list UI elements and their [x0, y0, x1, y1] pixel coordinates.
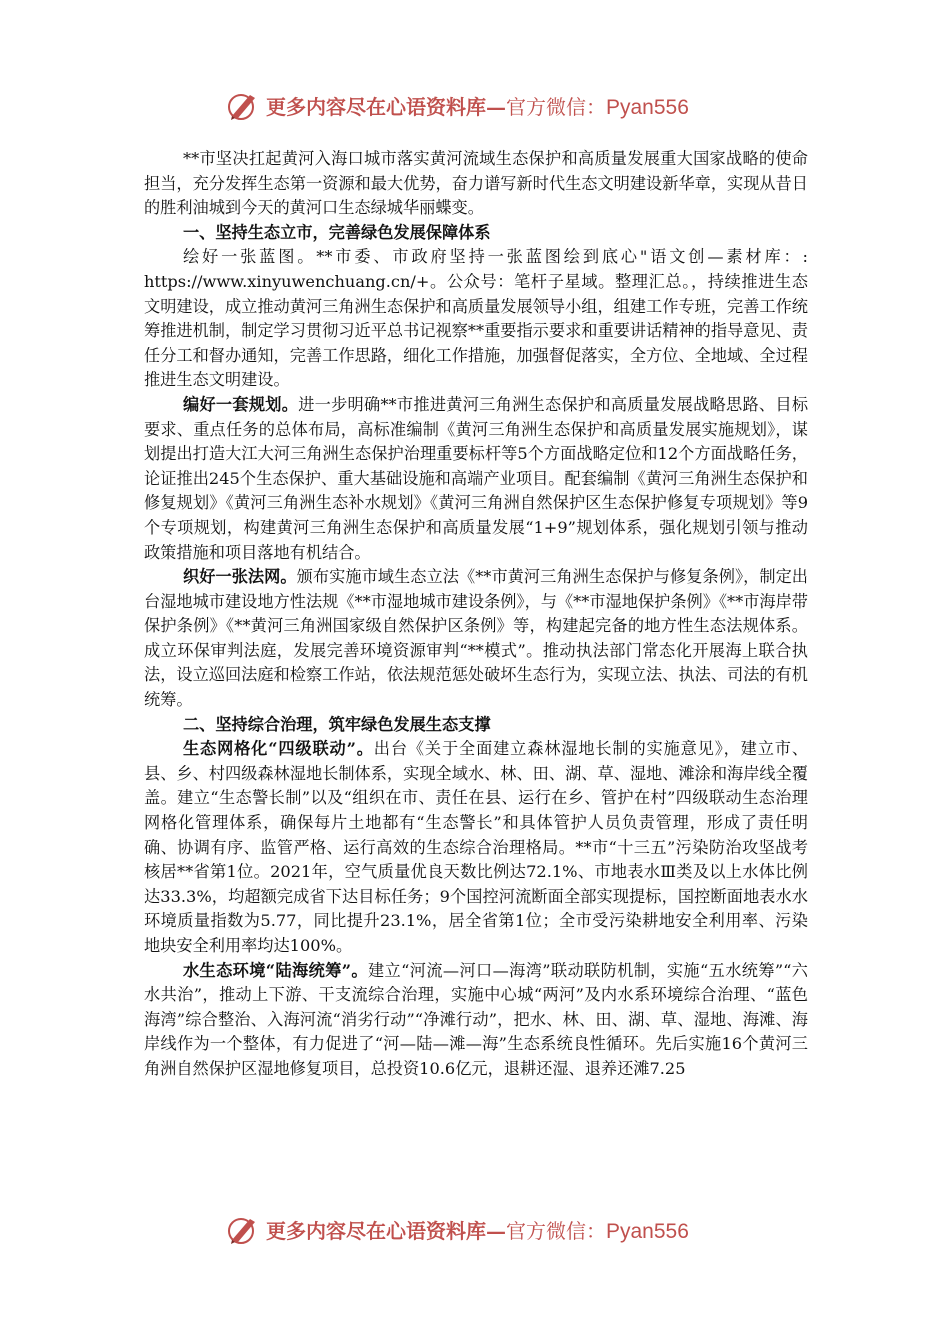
- watermark-text: [266, 1214, 689, 1248]
- intro-paragraph: **市坚决扛起黄河入海口城市落实黄河流域生态保护和高质量发展重大国家战略的使命担当，充分发挥生态第一资源和最大优势，奋力谱写新时代生态文明建设新华章，实现从昔日的胜利油城到今天的黄河口生态绿城华丽蝶变。: [144, 149, 808, 218]
- paragraph-legal-network: 织好一张法网。颁布实施市域生态立法《**市黄河三角洲生态保护与修复条例》，制定出台湿地城市建设地方性法规《**市湿地城市建设条例》，与《**市湿地保护条例》《**市海岸带保护条例》《**黄河三角洲国家级自然保护区条例》等，构建起完备的地方性生态法规体系。成立环保审判法庭，发展完善环境资源审判“**模式”。推动执法部门常态化开展海上联合执法，设立巡回法庭和检察工作站，依法规范惩处破坏生态行为，实现立法、执法、司法的有机统筹。: [144, 567, 808, 710]
- watermark-wechat-id: Pyan556: [606, 1220, 689, 1243]
- watermark-prefix: 更多内容尽在心语资料库—: [266, 95, 506, 119]
- paragraph-water-ecology: 水生态环境“陆海统筹”。建立“河流—河口—海湾”联动联防机制，实施“五水统筹”“六水共治”，推动上下游、干支流综合治理，实施中心城“两河”及内水系环境综合治理、“蓝色海湾”综合整治、入海河流“消劣行动”“净滩行动”，把水、林、田、湖、草、湿地、海滩、海岸线作为一个整体，有力促进了“河—陆—滩—海”生态系统良性循环。先后实施16个黄河三角洲自然保护区湿地修复项目，总投资10.6亿元，退耕还湿、退养还滩7.25: [144, 960, 808, 1078]
- watermark-text: [266, 90, 689, 124]
- watermark-middle: 官方微信：: [506, 95, 606, 119]
- header-watermark-banner: [0, 86, 950, 126]
- pen-logo-icon: [226, 89, 260, 123]
- watermark-wechat-id: Pyan556: [606, 96, 689, 119]
- pen-logo-icon: [226, 1213, 260, 1247]
- paragraph-grid-linkage: 生态网格化“四级联动”。出台《关于全面建立森林湿地长制的实施意见》，建立市、县、乡、村四级森林湿地长制体系，实现全域水、林、田、湖、草、湿地、滩涂和海岸线全覆盖。建立“生态警长制”以及“组织在市、责任在县、运行在乡、管护在村”四级联动生态治理网格化管理体系，确保每片土地都有“生态警长”和具体管护人员负责管理，形成了责任明确、协调有序、监管严格、运行高效的生态综合治理格局。**市“十三五”污染防治攻坚战考核居**省第1位。2021年，空气质量优良天数比例达72.1%、市地表水Ⅲ类及以上水体比例达33.3%，均超额完成省下达目标任务；9个国控河流断面全部实现提标，国控断面地表水水环境质量指数为5.77，同比提升23.1%，居全省第1位；全市受污染耕地安全利用率、污染地块安全利用率均达100%。: [144, 739, 809, 955]
- paragraph-blueprint: 绘好一张蓝图。**市委、市政府坚持一张蓝图绘到底心"语文创—素材库：: https://www.xinyuwenchuang.cn/+。公众号：笔杆子星域。整理汇总。，持续推进生态文明建设，成立推动黄河三角洲生态保护和高质量发展领导小组，组建工作专班，完善工作统筹推进机制，制定学习贯彻习近平总书记视察**重要指示要求和重要讲话精神的指导意见、责任分工和督办通知，完善工作思路，细化工作措施，加强督促落实，全方位、全地域、全过程推进生态文明建设。: [144, 247, 808, 390]
- section-heading-1: 一、坚持生态立市，完善绿色发展保障体系: [183, 222, 491, 242]
- section-heading-2: 二、坚持综合治理，筑牢绿色发展生态支撑: [183, 714, 491, 734]
- paragraph-planning: 编好一套规划。进一步明确**市推进黄河三角洲生态保护和高质量发展战略思路、目标要求、重点任务的总体布局，高标准编制《黄河三角洲生态保护和高质量发展实施规划》，谋划提出打造大江大河三角洲生态保护治理重要标杆等5个方面战略定位和12个方面战略任务，论证推出245个生态保护、重大基础设施和高端产业项目。配套编制《黄河三角洲生态保护和修复规划》《黄河三角洲生态补水规划》《黄河三角洲自然保护区生态保护修复专项规划》等9个专项规划，构建黄河三角洲生态保护和高质量发展“1+9”规划体系，强化规划引领与推动政策措施和项目落地有机结合。: [144, 394, 809, 562]
- watermark-middle: 官方微信：: [506, 1219, 606, 1243]
- footer-watermark-banner: [0, 1210, 950, 1250]
- watermark-prefix: 更多内容尽在心语资料库—: [266, 1219, 506, 1243]
- document-body: [144, 147, 808, 1082]
